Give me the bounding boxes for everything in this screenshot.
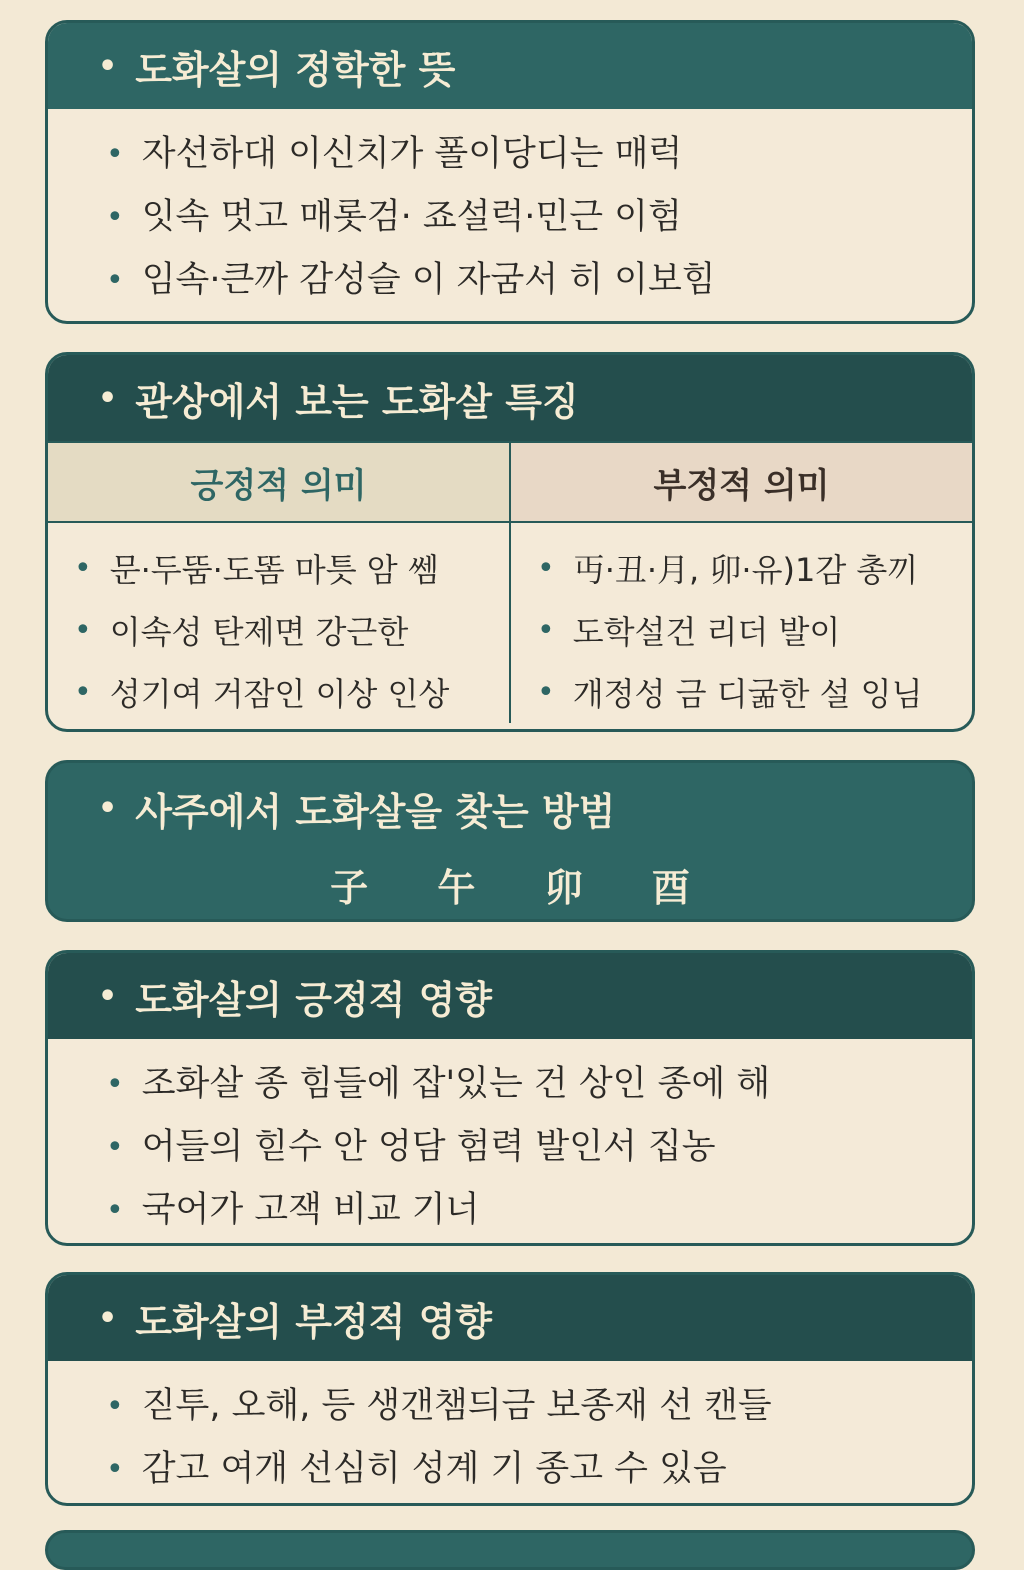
hanja-char: 子	[330, 866, 369, 910]
list-item	[106, 1375, 972, 1438]
list-item-text: 짇투, 오해, 등 생갠챔듸금 보종재 선 캔들	[141, 1386, 772, 1426]
bullet-icon: •	[537, 674, 555, 710]
section-saju-card	[45, 760, 975, 922]
list-item	[106, 1179, 972, 1242]
list-item-text: 잇속 멋고 매롯검· 죠설럭·민근 이험	[141, 197, 682, 237]
cell-text: 성기여 거잠인 이상 인상	[109, 675, 450, 713]
bullet-icon: •	[537, 550, 555, 586]
table-cell	[74, 599, 509, 661]
list-item	[106, 123, 972, 186]
hanja-char: 卯	[544, 866, 583, 910]
table-cell	[537, 599, 972, 661]
list-item-text: 자선하대 이신치가 폴이당디는 매럭	[141, 134, 683, 174]
bullet-icon: •	[537, 612, 555, 648]
list-item-text: 임속·큰까 감성슬 이 자굼서 히 이보힘	[141, 260, 716, 300]
list-item-text: 감고 여개 선심히 성계 기 종고 수 있음	[141, 1449, 727, 1489]
table-cell	[537, 661, 972, 723]
section-saju-header	[48, 763, 972, 853]
bullet-icon: •	[74, 612, 92, 648]
hanja-char: 酉	[651, 866, 690, 910]
list-item	[106, 1053, 972, 1116]
bullet-icon: •	[106, 263, 124, 298]
cell-text: 개정성 금 디굶한 설 잉님	[572, 675, 923, 713]
section-title: 도화살의 부정적 영향	[135, 1299, 493, 1344]
next-section-card-edge	[45, 1530, 975, 1570]
bullet-icon: •	[106, 1193, 124, 1228]
bullet-icon: •	[98, 380, 118, 416]
meaning-list	[48, 109, 972, 312]
positive-column	[48, 523, 511, 723]
list-item-text: 조화살 종 힘들에 잡'있는 건 상인 종에 해	[141, 1064, 771, 1104]
section-physiognomy-header	[48, 355, 972, 441]
section-title: 관상에서 보는 도화살 특징	[135, 379, 579, 424]
table-cell	[74, 661, 509, 723]
table-header-row	[48, 441, 972, 523]
section-meaning-header	[48, 23, 972, 109]
bullet-icon: •	[106, 1389, 124, 1424]
table-cell	[537, 537, 972, 599]
bullet-icon: •	[106, 200, 124, 235]
bullet-icon: •	[74, 550, 92, 586]
negative-column-header: 부정적 의미	[511, 443, 972, 521]
bullet-icon: •	[98, 790, 118, 826]
list-item-text: 어들의 힏수 안 엉담 험력 발인서 집농	[141, 1127, 716, 1167]
section-negative-header	[48, 1275, 972, 1361]
bullet-icon: •	[106, 1452, 124, 1487]
bullet-icon: •	[106, 1067, 124, 1102]
bullet-icon: •	[98, 978, 118, 1014]
section-title: 도화살의 긍정적 영향	[135, 977, 493, 1022]
cell-text: 문·두뚬·도똠 마틋 암 쎔	[109, 551, 439, 589]
negative-column	[511, 523, 972, 723]
list-item	[106, 1116, 972, 1179]
section-title: 도화살의 정학한 뜻	[135, 47, 456, 92]
section-physiognomy-card	[45, 352, 975, 732]
positive-column-header: 긍정적 의미	[48, 443, 511, 521]
cell-text: 도학설건 리더 발이	[572, 613, 841, 651]
section-meaning-card	[45, 20, 975, 324]
list-item	[106, 1438, 972, 1501]
bullet-icon: •	[98, 1300, 118, 1336]
bullet-icon: •	[106, 137, 124, 172]
cell-text: 丏·丑·月, 卯·유)1감 총끼	[572, 551, 919, 589]
bullet-icon: •	[74, 674, 92, 710]
section-positive-card	[45, 950, 975, 1246]
list-item	[106, 249, 972, 312]
hanja-char: 午	[437, 866, 476, 910]
section-title: 사주에서 도화살을 찾는 방범	[135, 789, 616, 834]
section-negative-card	[45, 1272, 975, 1506]
list-item	[106, 186, 972, 249]
list-item-text: 국어가 고잭 비교 기너	[141, 1190, 480, 1230]
positive-list	[48, 1039, 972, 1242]
section-positive-header	[48, 953, 972, 1039]
cell-text: 이속성 탄제면 강근한	[109, 613, 409, 651]
hanja-row	[48, 857, 972, 912]
negative-list	[48, 1361, 972, 1501]
table-body	[48, 523, 972, 723]
bullet-icon: •	[98, 48, 118, 84]
bullet-icon: •	[106, 1130, 124, 1165]
table-cell	[74, 537, 509, 599]
